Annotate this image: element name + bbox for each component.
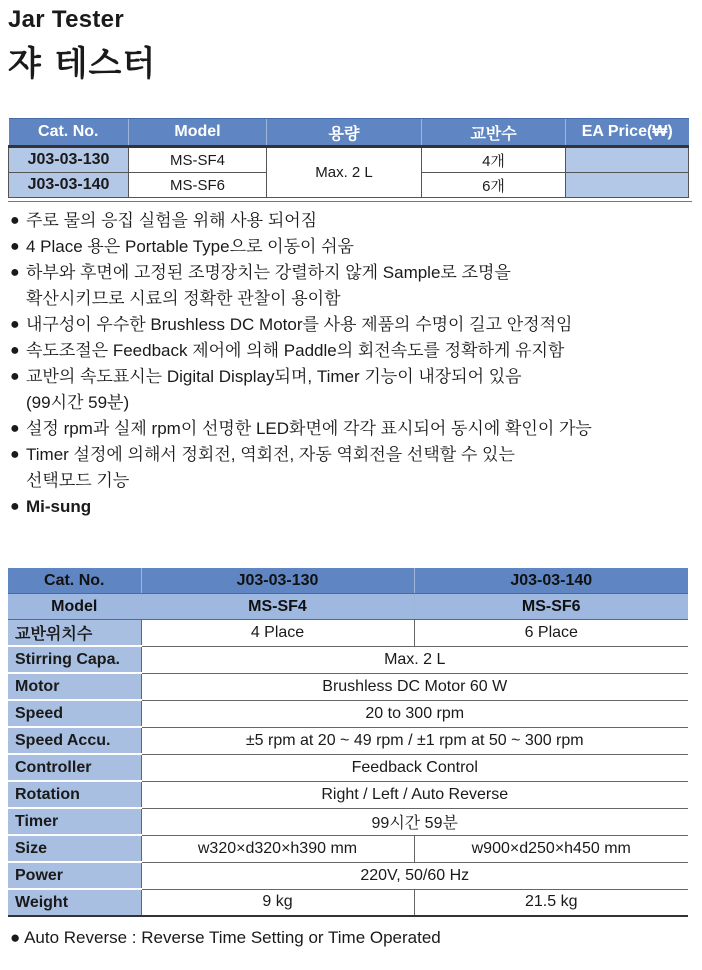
spec-value: Max. 2 L	[141, 646, 688, 673]
spec-value: 220V, 50/60 Hz	[141, 862, 688, 889]
spec-label: Timer	[8, 808, 141, 835]
spec-header-row	[8, 568, 688, 594]
spec-table	[8, 568, 688, 917]
spec-value: Right / Left / Auto Reverse	[141, 781, 688, 808]
header-stirrers: 교반수	[422, 119, 566, 147]
table-row	[8, 754, 688, 781]
list-item-continuation: 선택모드 기능	[26, 471, 130, 490]
spec-value: 4 Place	[141, 620, 414, 647]
ordering-header-row	[9, 119, 689, 147]
spec-value: 99시간 59분	[141, 808, 688, 835]
spec-label: Controller	[8, 754, 141, 781]
table-row	[8, 862, 688, 889]
spec-label: Stirring Capa.	[8, 646, 141, 673]
cat-no-cell: J03-03-130	[9, 147, 129, 173]
capacity-cell: Max. 2 L	[267, 147, 422, 198]
spec-label: Speed Accu.	[8, 727, 141, 754]
list-item: ● 속도조절은 Feedback 제어에 의해 Paddle의 회전속도를 정확하게 유지함	[10, 341, 565, 360]
header-model: Model	[129, 119, 267, 147]
table-row	[8, 700, 688, 727]
header-capacity: 용량	[267, 119, 422, 147]
list-item: ● 내구성이 우수한 Brushless DC Motor를 사용 제품의 수명이 길고 안정적임	[10, 315, 573, 334]
table-row	[8, 727, 688, 754]
spec-label: Weight	[8, 889, 141, 916]
list-item-continuation: 확산시키므로 시료의 정확한 관찰이 용이함	[26, 289, 341, 308]
spec-value: 6 Place	[414, 620, 688, 647]
spec-label: Size	[8, 835, 141, 862]
spec-header-cat-1: J03-03-130	[141, 568, 414, 594]
footnote: ● Auto Reverse : Reverse Time Setting or Time Operated	[10, 928, 441, 947]
table-row	[8, 808, 688, 835]
table-row	[8, 620, 688, 647]
spec-value: 9 kg	[141, 889, 414, 916]
table-row	[8, 781, 688, 808]
header-price: EA Price(₩)	[566, 119, 689, 147]
spec-label: 교반위치수	[8, 620, 141, 647]
list-item-continuation: (99시간 59분)	[26, 393, 130, 412]
list-item-brand: ● Mi-sung	[10, 497, 92, 516]
spec-header-model-2: MS-SF6	[414, 594, 688, 620]
list-item: ● 4 Place 용은 Portable Type으로 이동이 쉬움	[10, 237, 354, 256]
table-row	[8, 835, 688, 862]
list-item: ● Timer 설정에 의해서 정회전, 역회전, 자동 역회전을 선택할 수 있는	[10, 445, 515, 464]
spec-value: w900×d250×h450 mm	[414, 835, 688, 862]
price-cell	[566, 147, 689, 173]
table-row	[9, 147, 689, 173]
feature-list	[10, 208, 700, 520]
title-english: Jar Tester	[8, 6, 124, 33]
spec-value: 21.5 kg	[414, 889, 688, 916]
stirrers-cell: 6개	[422, 173, 566, 198]
spec-header-cat-2: J03-03-140	[414, 568, 688, 594]
spec-value: ±5 rpm at 20 ~ 49 rpm / ±1 rpm at 50 ~ 300 rpm	[141, 727, 688, 754]
spec-header-model-label: Model	[8, 594, 141, 620]
list-item: ● 교반의 속도표시는 Digital Display되며, Timer 기능이 내장되어 있음	[10, 367, 522, 386]
ordering-table	[8, 118, 689, 198]
stirrers-cell: 4개	[422, 147, 566, 173]
list-item: ● 하부와 후면에 고정된 조명장치는 강렬하지 않게 Sample로 조명을	[10, 263, 511, 282]
model-cell: MS-SF4	[129, 147, 267, 173]
table-row	[8, 889, 688, 916]
spec-value: w320×d320×h390 mm	[141, 835, 414, 862]
spec-value: 20 to 300 rpm	[141, 700, 688, 727]
spec-label: Power	[8, 862, 141, 889]
spec-label: Rotation	[8, 781, 141, 808]
list-item: ● 주로 물의 응집 실험을 위해 사용 되어짐	[10, 211, 318, 230]
cat-no-cell: J03-03-140	[9, 173, 129, 198]
table-row	[8, 673, 688, 700]
spec-value: Brushless DC Motor 60 W	[141, 673, 688, 700]
title-korean: 쟈 테스터	[8, 44, 157, 84]
list-item: ● 설정 rpm과 실제 rpm이 선명한 LED화면에 각각 표시되어 동시에 확인이 가능	[10, 419, 592, 438]
divider	[8, 201, 692, 202]
spec-header-cat-label: Cat. No.	[8, 568, 141, 594]
model-cell: MS-SF6	[129, 173, 267, 198]
spec-value: Feedback Control	[141, 754, 688, 781]
spec-label: Speed	[8, 700, 141, 727]
spec-model-row	[8, 594, 688, 620]
spec-label: Motor	[8, 673, 141, 700]
price-cell	[566, 173, 689, 198]
header-cat-no: Cat. No.	[9, 119, 129, 147]
spec-header-model-1: MS-SF4	[141, 594, 414, 620]
table-row	[8, 646, 688, 673]
